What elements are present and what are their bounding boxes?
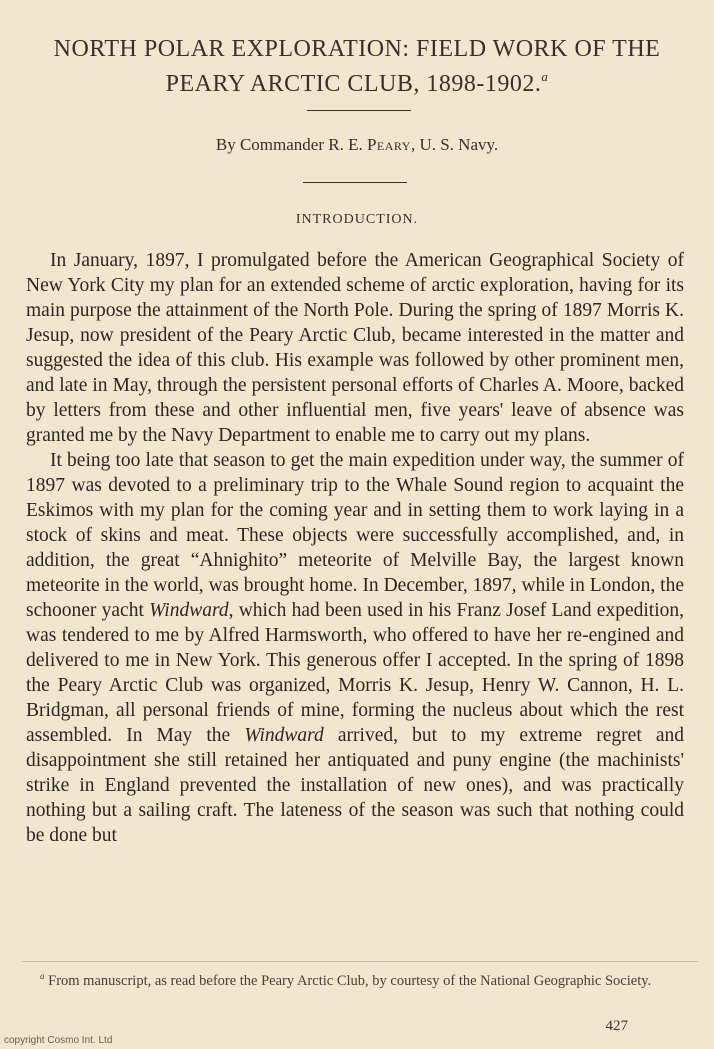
copyright-notice: copyright Cosmo Int. Ltd: [4, 1035, 113, 1046]
article-body: [26, 248, 684, 848]
paragraph-2-part-3: arrived, but to my extreme regret and disappointment she still retained her antiquated and puny engine (the machinists' strike in England prevented the installation of new ones), and was practically nothing but a sailing craft. The lateness of the season was such that nothing could be done but: [26, 725, 684, 846]
byline-suffix: , U. S. Navy.: [410, 135, 499, 154]
paragraph-2-part-2: , which had been used in his Franz Josef Land expedition, was tendered to me by Alfred Harmsworth, who offered to have her re-engined and delivered to me in New York. This generous offer I accepted. In the spring of 1898 the Peary Arctic Club was organized, Morris K. Jesup, Henry W. Cannon, H. L. Bridgman, all personal friends of mine, forming the nucleus about which the rest assembled. In May the: [26, 600, 684, 746]
footnote: [22, 966, 684, 991]
author-byline: [0, 135, 714, 155]
footnote-divider: [22, 961, 698, 962]
page-number: 427: [605, 1018, 628, 1034]
paragraph-2: [26, 448, 684, 848]
section-heading: INTRODUCTION.: [295, 212, 419, 227]
footnote-marker: a: [40, 971, 45, 981]
paragraph-1: In January, 1897, I promulgated before the American Geographical Society of New York City my plan for an extended scheme of arctic exploration, having for its main purpose the attainment of the North Pole. During the spring of 1897 Morris K. Jesup, now president of the Peary Arctic Club, became interested in the matter and suggested the idea of this club. His example was followed by other prominent men, and late in May, through the persistent personal efforts of Charles A. Moore, backed by letters from these and other influential men, five years' leave of absence was granted me by the Navy Department to enable me to carry out my plans.: [26, 250, 684, 446]
title-line-2: PEARY ARCTIC CLUB, 1898-1902.: [165, 71, 542, 97]
article-title: [20, 36, 694, 98]
byline-prefix: By Commander R. E.: [215, 135, 363, 154]
paragraph-2-part-1: It being too late that season to get the main expedition under way, the summer of 1897 was devoted to a preliminary trip to the Whale Sound region to acquaint the Eskimos with my plan for the coming year and in setting them to work laying in a stock of skins and meat. These objects were successfully accomplished, and, in addition, the great “Ahnighito” meteorite of Melville Bay, the largest known meteorite in the world, was brought home. In December, 1897, while in London, the schooner yacht: [26, 450, 684, 621]
title-footnote-marker: a: [541, 69, 549, 84]
byline-divider: [303, 182, 407, 183]
ship-name: Windward: [149, 600, 229, 621]
title-divider: [307, 110, 411, 111]
author-name: Peary: [366, 135, 411, 154]
ship-name: Windward: [244, 725, 324, 746]
footnote-text: From manuscript, as read before the Peary Arctic Club, by courtesy of the National Geographic Society.: [48, 972, 652, 989]
title-line-1: NORTH POLAR EXPLORATION: FIELD WORK OF THE: [53, 36, 661, 62]
